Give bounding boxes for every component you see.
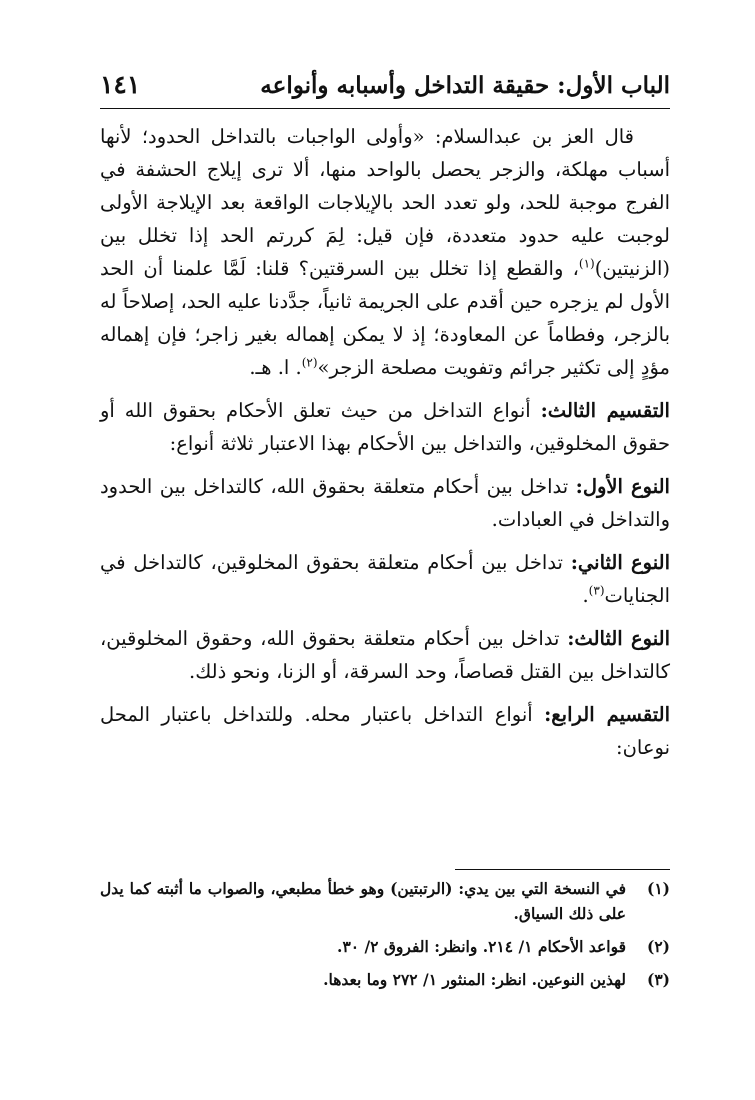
footnote-item	[100, 967, 670, 992]
type-1-text: تداخل بين أحكام متعلقة بحقوق الله، كالتداخل بين الحدود والتداخل في العبادات.	[100, 475, 670, 531]
footnote-text: قواعد الأحكام ١/ ٢١٤. وانظر: الفروق ٢/ ٣٠.	[337, 937, 626, 956]
section-3-paragraph	[100, 394, 670, 460]
footnote-ref-3: (٣)	[588, 583, 605, 598]
section-4-heading: التقسيم الرابع:	[544, 703, 670, 726]
quote-text-continued: ، والقطع إذا تخلل بين السرقتين؟ قلنا: لَمَّا علمنا أن الحد الأول لم يزجره حين أقدم على الجريمة ثانياً، جدَّدنا عليه الحد، إصلاحاً له بالزجر، وفطاماً عن المعاودة؛ إذ لا يمكن إهماله بغير زاجر؛ فإن إهماله مؤدٍ إلى تكثير جرائم وتفويت مصلحة الزجر»	[100, 257, 670, 379]
section-3-heading: التقسيم الثالث:	[540, 399, 670, 422]
quote-text: قال العز بن عبدالسلام: «وأولى الواجبات بالتداخل الحدود؛ لأنها أسباب مهلكة، والزجر يحصل بالواحد منها، ألا ترى إيلاج الحشفة في الفرج موجبة للحد، ولو تعدد الحد بالإيلاجات الواقعة بعد الإيلاجة الأولى لوجبت عليه حدود متعددة، فإن قيل: لِمَ كررتم الحد إذا تخلل بين (الزنيتين)	[100, 125, 670, 280]
footnote-text: لهذين النوعين. انظر: المنثور ١/ ٢٧٢ وما بعدها.	[323, 970, 626, 989]
footnote-item	[100, 876, 670, 926]
footnote-text: في النسخة التي بين يدي: (الرتبتين) وهو خطأ مطبعي، والصواب ما أثبته كما يدل على ذلك السياق.	[100, 879, 626, 923]
section-4-paragraph	[100, 698, 670, 764]
footnote-number: (٣)	[646, 970, 670, 989]
running-header	[100, 66, 670, 106]
type-1-heading: النوع الأول:	[575, 475, 670, 498]
type-2-heading: النوع الثاني:	[570, 551, 670, 574]
quote-paragraph	[100, 120, 670, 384]
type-3-paragraph	[100, 622, 670, 688]
chapter-title: الباب الأول: حقيقة التداخل وأسبابه وأنواعه	[260, 72, 670, 99]
type-2-text: تداخل بين أحكام متعلقة بحقوق المخلوقين، كالتداخل في الجنايات	[100, 551, 670, 607]
type-3-heading: النوع الثالث:	[567, 627, 670, 650]
footnote-ref-2: (٢)	[301, 355, 318, 370]
header-divider	[100, 108, 670, 109]
type-2-paragraph	[100, 546, 670, 612]
section-3-text: أنواع التداخل من حيث تعلق الأحكام بحقوق الله أو حقوق المخلوقين، والتداخل بين الأحكام بهذا الاعتبار ثلاثة أنواع:	[100, 399, 670, 455]
footnote-divider	[455, 869, 670, 870]
type-2-ending: .	[582, 584, 589, 607]
footnote-ref-1: (١)	[578, 256, 595, 271]
page-number: ١٤١	[100, 70, 141, 99]
quote-ending: . ا. هـ.	[249, 356, 302, 379]
main-text	[100, 120, 670, 764]
footnote-number: (٢)	[646, 937, 670, 956]
footnotes	[100, 876, 670, 1000]
type-3-text: تداخل بين أحكام متعلقة بحقوق الله، وحقوق المخلوقين، كالتداخل بين القتل قصاصاً، وحد السرقة، أو الزنا، ونحو ذلك.	[100, 627, 670, 683]
type-1-paragraph	[100, 470, 670, 536]
footnote-item	[100, 934, 670, 959]
section-4-text: أنواع التداخل باعتبار محله. وللتداخل باعتبار المحل نوعان:	[100, 703, 670, 759]
footnote-number: (١)	[646, 879, 670, 898]
